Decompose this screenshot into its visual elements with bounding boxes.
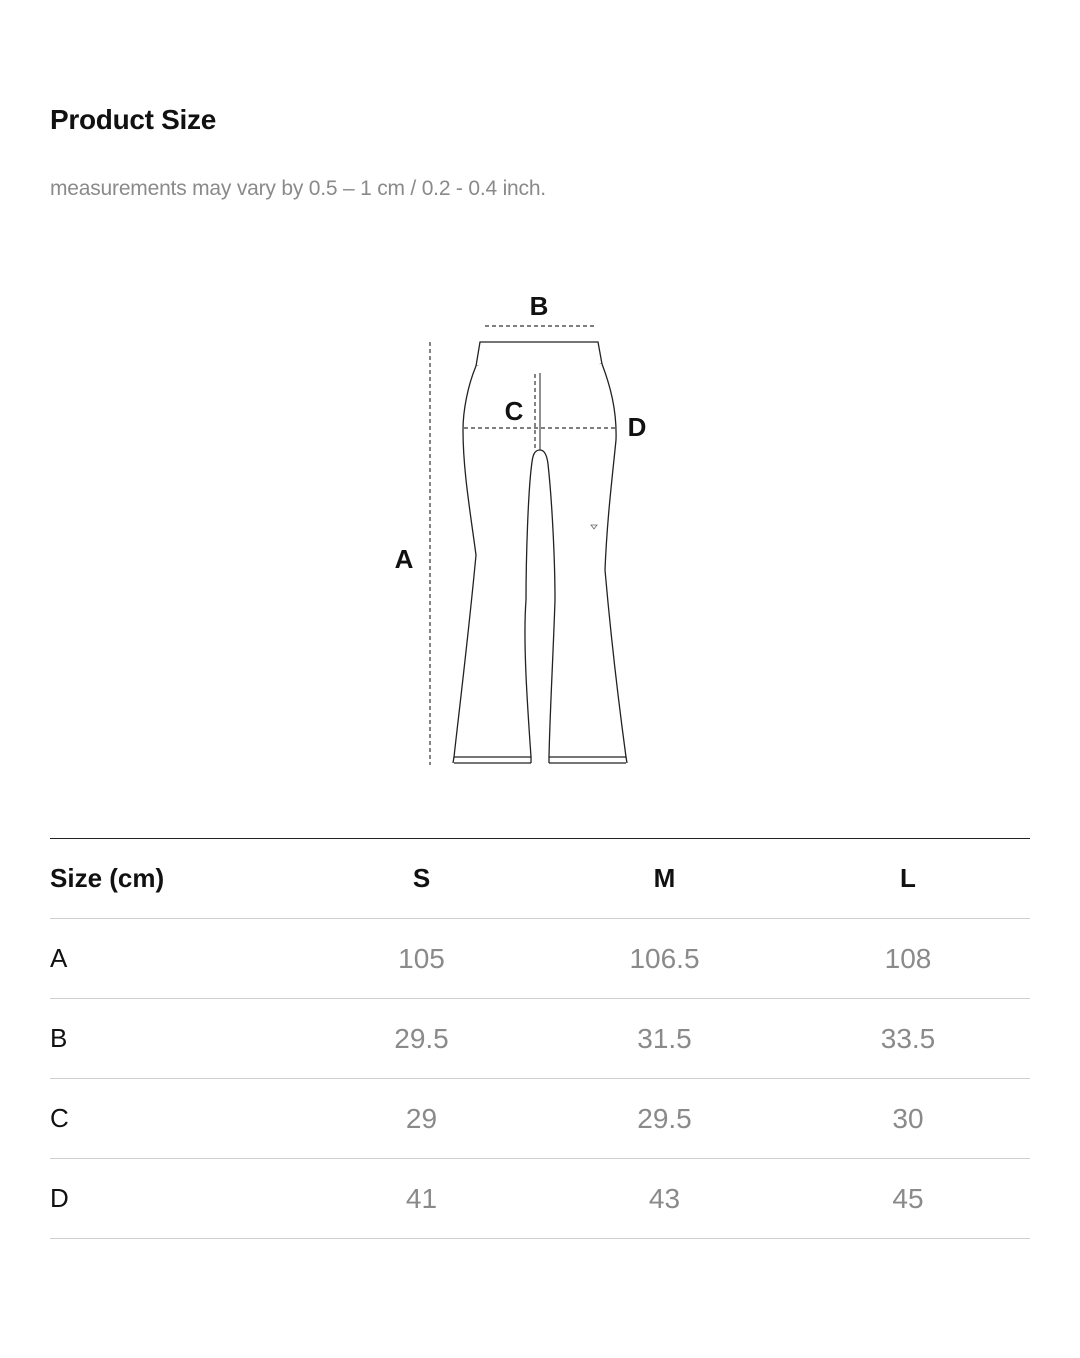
size-header-m: M bbox=[653, 863, 676, 893]
right-hem-right bbox=[626, 757, 627, 763]
table-cell: 105 bbox=[398, 942, 445, 974]
label-a: A bbox=[394, 544, 414, 574]
table-row bbox=[50, 999, 1030, 1079]
table-cell: 29 bbox=[405, 1102, 438, 1134]
table-cell: 29.5 bbox=[637, 1102, 692, 1134]
table-cell: 31.5 bbox=[637, 1022, 692, 1054]
table-row bbox=[50, 919, 1030, 999]
table-row bbox=[50, 1159, 1030, 1239]
size-header-s: S bbox=[412, 863, 431, 893]
page-title: Product Size bbox=[50, 104, 216, 135]
pants-diagram bbox=[380, 280, 680, 780]
table-cell: 29.5 bbox=[394, 1022, 449, 1054]
table-cell: 45 bbox=[892, 1182, 924, 1214]
table-header-row bbox=[50, 839, 1030, 919]
size-table bbox=[50, 838, 1030, 1239]
label-c: C bbox=[504, 396, 524, 426]
table-row bbox=[50, 1079, 1030, 1159]
table-cell: 106.5 bbox=[629, 942, 700, 974]
row-label: D bbox=[50, 1183, 69, 1213]
label-d: D bbox=[627, 412, 647, 442]
table-cell: 30 bbox=[892, 1102, 924, 1134]
left-hem-left bbox=[453, 757, 454, 763]
row-label: A bbox=[50, 943, 68, 973]
measurement-note: measurements may vary by 0.5 – 1 cm / 0.2 - 0.4 inch. bbox=[50, 177, 546, 200]
size-unit-header: Size (cm) bbox=[50, 863, 165, 893]
row-label: C bbox=[50, 1103, 69, 1133]
row-label: B bbox=[50, 1023, 68, 1053]
size-header-l: L bbox=[900, 863, 916, 893]
table-cell: 108 bbox=[884, 942, 932, 974]
label-b: B bbox=[529, 291, 549, 321]
table-cell: 43 bbox=[648, 1182, 681, 1214]
table-cell: 33.5 bbox=[880, 1022, 936, 1054]
table-cell: 41 bbox=[405, 1182, 438, 1214]
